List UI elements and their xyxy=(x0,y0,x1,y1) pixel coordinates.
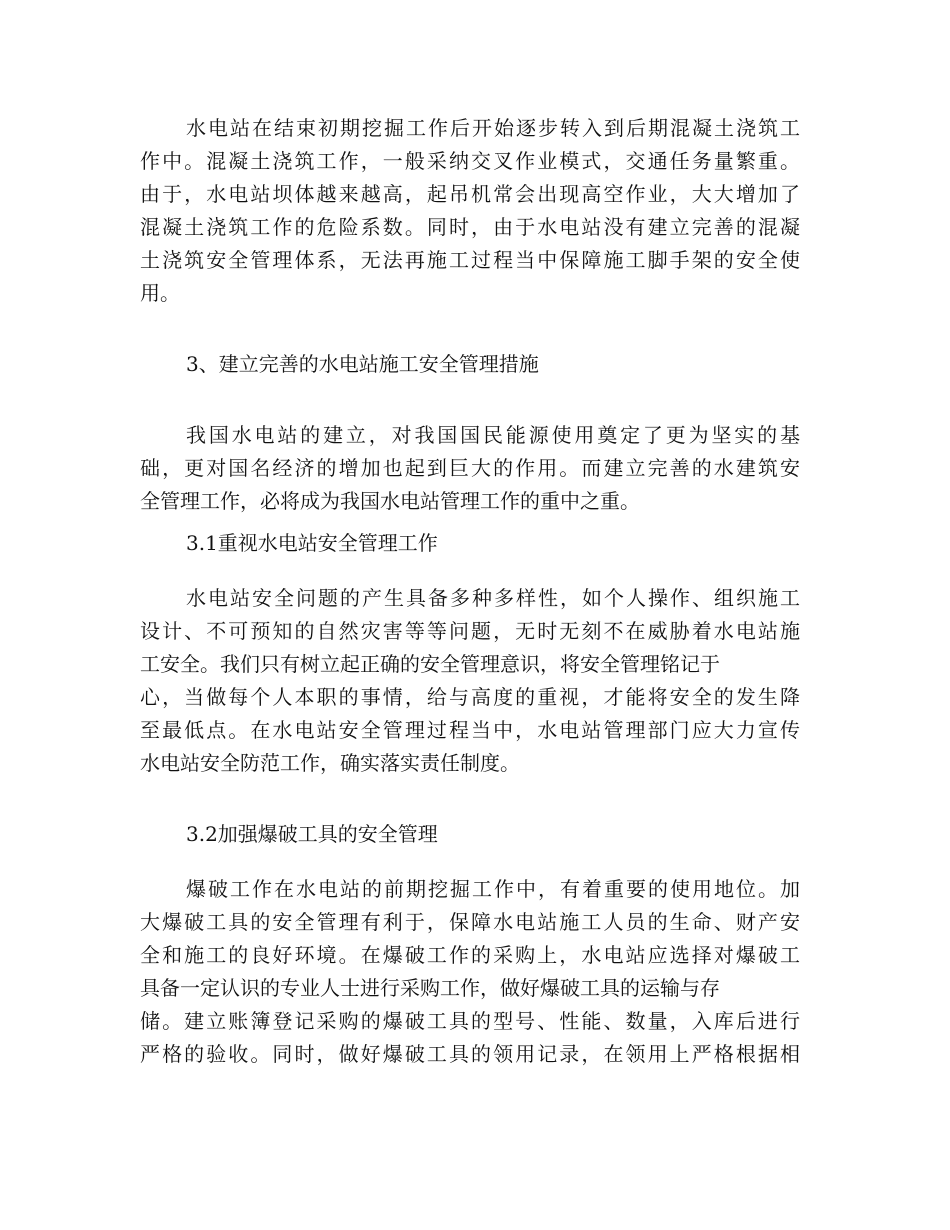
section-heading-3: 3、建立完善的水电站施工安全管理措施 xyxy=(186,352,539,376)
paragraph-1-line-5: 土浇筑安全管理体系，无法再施工过程当中保障施工脚手架的安全使 xyxy=(140,248,800,272)
paragraph-2-line-3: 全管理工作，必将成为我国水电站管理工作的重中之重。 xyxy=(140,489,640,513)
paragraph-3-line-3: 工安全。我们只有树立起正确的安全管理意识，将安全管理铭记于 xyxy=(140,652,720,676)
paragraph-3-line-6: 水电站安全防范工作，确实落实责任制度。 xyxy=(140,751,520,775)
paragraph-4-line-4: 具备一定认识的专业人士进行采购工作，做好爆破工具的运输与存 xyxy=(140,976,720,1000)
paragraph-1-line-4: 混凝土浇筑工作的危险系数。同时，由于水电站没有建立完善的混凝 xyxy=(140,215,800,239)
paragraph-1-line-6: 用。 xyxy=(140,281,180,305)
section-heading-3-1: 3.1重视水电站安全管理工作 xyxy=(186,531,438,555)
paragraph-1-line-1: 水电站在结束初期挖掘工作后开始逐步转入到后期混凝土浇筑工 xyxy=(186,116,800,140)
paragraph-3-line-4: 心，当做每个人本职的事情，给与高度的重视，才能将安全的发生降 xyxy=(140,685,800,709)
paragraph-3-line-2: 设计、不可预知的自然灾害等等问题，无时无刻不在威胁着水电站施 xyxy=(140,619,800,643)
paragraph-4-line-3: 全和施工的良好环境。在爆破工作的采购上，水电站应选择对爆破工 xyxy=(140,943,800,967)
paragraph-1-line-3: 由于，水电站坝体越来越高，起吊机常会出现高空作业，大大增加了 xyxy=(140,182,800,206)
paragraph-2-line-2: 础，更对国名经济的增加也起到巨大的作用。而建立完善的水建筑安 xyxy=(140,456,800,480)
paragraph-4-line-2: 大爆破工具的安全管理有利于，保障水电站施工人员的生命、财产安 xyxy=(140,910,800,934)
paragraph-4-line-6: 严格的验收。同时，做好爆破工具的领用记录，在领用上严格根据相 xyxy=(140,1042,800,1066)
paragraph-1-line-2: 作中。混凝土浇筑工作，一般采纳交叉作业模式，交通任务量繁重。 xyxy=(140,149,800,173)
paragraph-3-line-1: 水电站安全问题的产生具备多种多样性，如个人操作、组织施工 xyxy=(186,586,800,610)
paragraph-2-line-1: 我国水电站的建立，对我国国民能源使用奠定了更为坚实的基 xyxy=(186,423,800,447)
paragraph-4-line-1: 爆破工作在水电站的前期挖掘工作中，有着重要的使用地位。加 xyxy=(186,877,800,901)
paragraph-4-line-5: 储。建立账簿登记采购的爆破工具的型号、性能、数量，入库后进行 xyxy=(140,1009,800,1033)
paragraph-3-line-5: 至最低点。在水电站安全管理过程当中，水电站管理部门应大力宣传 xyxy=(140,718,800,742)
section-heading-3-2: 3.2加强爆破工具的安全管理 xyxy=(186,822,438,846)
